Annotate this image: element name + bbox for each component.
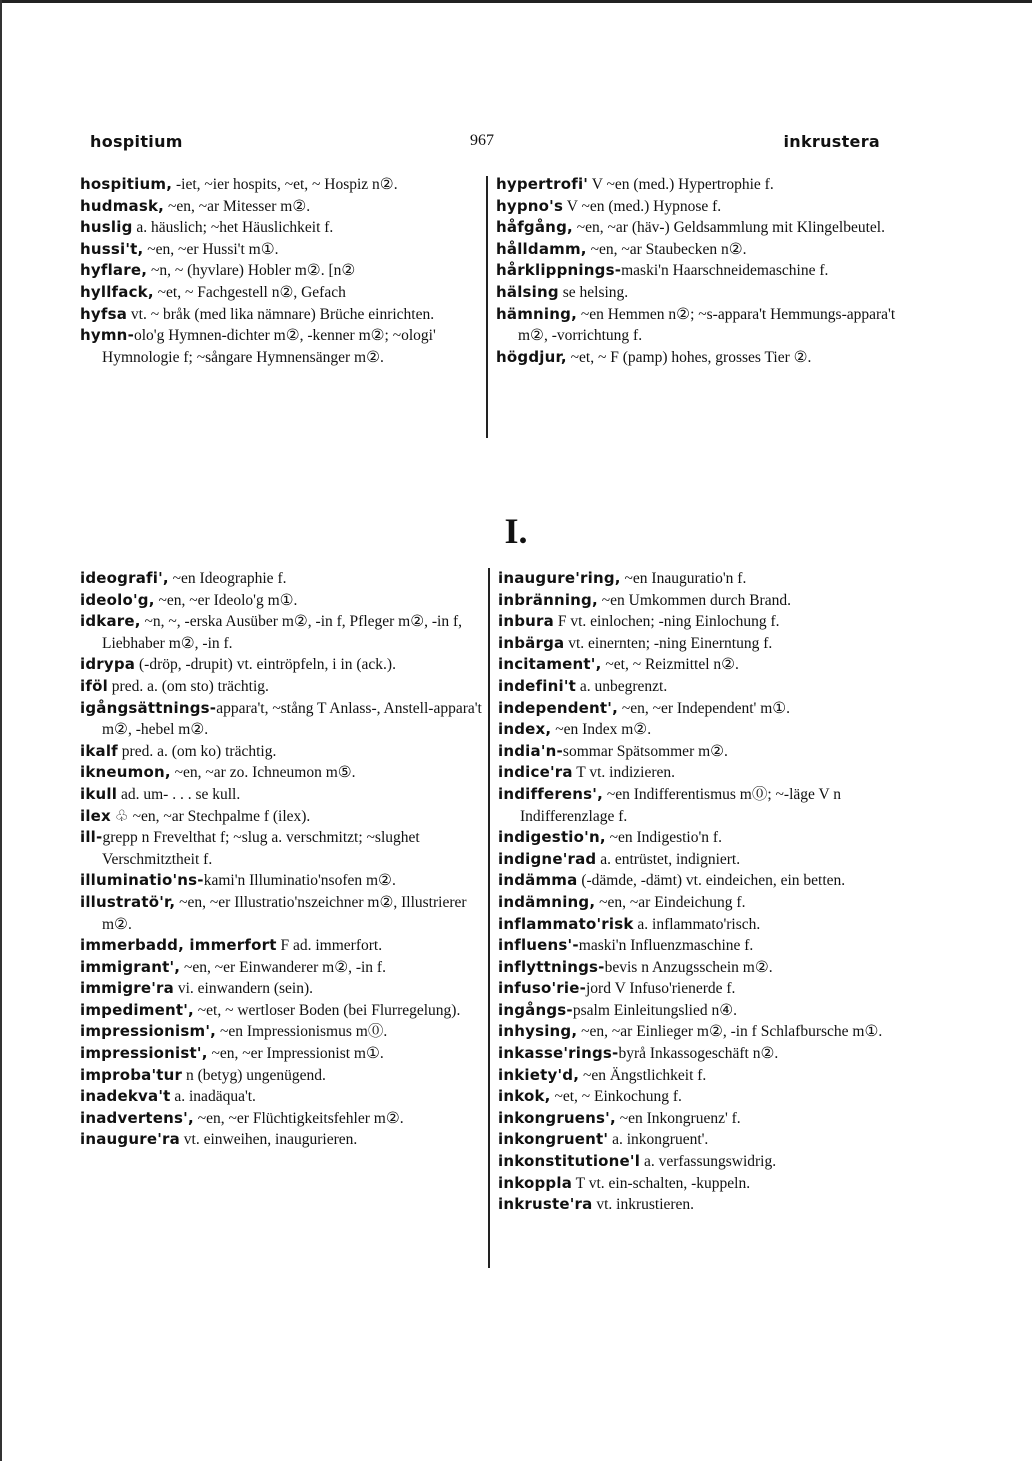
dictionary-entry [498, 870, 904, 892]
entry-headword: inflammato'risk [498, 914, 634, 933]
entry-headword: impressionist', [80, 1044, 208, 1063]
entry-headword: ideolo'g, [80, 590, 155, 609]
entry-definition: ~en Umkommen durch Brand. [597, 591, 791, 609]
page-edge-top [0, 0, 1032, 3]
entry-headword: india'n- [498, 741, 563, 760]
entry-definition: a. inkongruent'. [608, 1131, 709, 1149]
entry-definition: F vt. einlochen; -ning Einlochung f. [553, 613, 780, 631]
entry-definition: ~et, ~ Einkochung f. [550, 1088, 682, 1106]
entry-definition: jord V Infuso'rienerde f. [586, 980, 736, 998]
entry-headword: håfgång, [496, 218, 573, 237]
dictionary-entry [498, 978, 904, 1000]
entry-headword: incitament', [498, 655, 602, 674]
dictionary-entry [498, 1043, 904, 1065]
column-top-left [80, 174, 480, 368]
dictionary-entry [80, 762, 490, 784]
dictionary-entry [498, 611, 904, 633]
entry-definition: appara't, ~stång T Anlass-, Anstell-appara't m②, -hebel m②. [102, 699, 482, 739]
dictionary-entry [80, 1086, 490, 1108]
dictionary-entry [80, 978, 490, 1000]
entry-headword: infuso'rie- [498, 979, 586, 998]
dictionary-entry [80, 1043, 490, 1065]
dictionary-entry [498, 1000, 904, 1022]
entry-headword: inadvertens', [80, 1108, 194, 1127]
dictionary-entry [80, 1129, 490, 1151]
entry-headword: ikneumon, [80, 763, 171, 782]
entry-headword: inbura [498, 612, 554, 631]
dictionary-entry [80, 935, 490, 957]
entry-headword: ingångs- [498, 1000, 573, 1019]
entry-definition: bevis n Anzugsschein m②. [604, 958, 773, 976]
entry-headword: inkongruent' [498, 1130, 609, 1149]
entry-definition: a. entrüstet, indigniert. [596, 850, 741, 868]
dictionary-entry [498, 590, 904, 612]
entry-definition: ~n, ~ (hyvlare) Hobler m②. [n② [147, 262, 356, 280]
dictionary-entry [496, 347, 900, 369]
dictionary-entry [498, 719, 904, 741]
dictionary-entry [498, 654, 904, 676]
entry-headword: inbärga [498, 633, 565, 652]
entry-headword: hudmask, [80, 196, 165, 215]
entry-headword: impediment', [80, 1000, 194, 1019]
entry-definition: ~en, ~ar Eindeichung f. [595, 893, 746, 911]
entry-definition: ~en, ~er Flüchtigkeitsfehler m②. [193, 1109, 404, 1127]
entry-headword: hälsing [496, 282, 559, 301]
entry-definition: vt. einweihen, inaugurieren. [179, 1131, 358, 1149]
dictionary-entry [498, 914, 904, 936]
entry-headword: hospitium, [80, 175, 173, 193]
entry-definition: olo'g Hymnen-dichter m②, -kenner m②; ~ologi' Hymnologie f; ~sångare Hymnensänger m②. [102, 327, 436, 366]
entry-headword: indigne'rad [498, 849, 597, 868]
entry-definition: a. häuslich; ~het Häuslichkeit f. [132, 219, 334, 237]
dictionary-entry [498, 676, 904, 698]
running-head [90, 132, 880, 158]
entry-definition: ~en, ~er Independent' m①. [617, 699, 791, 717]
entry-definition: ~en Indigestio'n f. [605, 829, 722, 847]
entry-definition: psalm Einleitungslied n④. [572, 1001, 738, 1019]
dictionary-entry [80, 239, 480, 261]
entry-definition: ~en Impressionismus m⓪. [216, 1023, 388, 1041]
column-top-right [496, 174, 900, 368]
entry-definition: F ad. immerfort. [276, 937, 383, 955]
entry-definition: a. unbegrenzt. [575, 677, 668, 695]
entry-headword: independent', [498, 698, 618, 717]
dictionary-entry [498, 741, 904, 763]
entry-headword: indifferens', [498, 784, 603, 803]
entry-headword: index, [498, 720, 552, 739]
dictionary-entry [498, 633, 904, 655]
entry-definition: ♧ ~en, ~ar Stechpalme f (ilex). [110, 807, 311, 825]
dictionary-entry [496, 196, 900, 218]
entry-headword: indice'ra [498, 763, 573, 782]
entry-headword: hypno's [496, 196, 564, 215]
dictionary-entry [496, 239, 900, 261]
entry-headword: immigrant', [80, 957, 181, 976]
dictionary-entry [496, 304, 900, 347]
dictionary-entry [80, 590, 490, 612]
entry-definition: a. inflammato'risch. [633, 915, 761, 933]
dictionary-entry [498, 1151, 904, 1173]
entry-definition: ~en Inauguratio'n f. [620, 570, 747, 587]
entry-definition: ~en, ~er Impressionist m①. [207, 1045, 384, 1063]
column-bottom-right [498, 568, 904, 1216]
entry-definition: grepp n Frevelthat f; ~slug a. verschmitzt; ~slughet Verschmitztheit f. [102, 829, 420, 868]
dictionary-entry [498, 1065, 904, 1087]
dictionary-entry [498, 568, 904, 590]
entry-definition: ~en, ~ar (häv-) Geldsammlung mit Klingelbeutel. [572, 219, 885, 237]
entry-headword: inhysing, [498, 1022, 578, 1041]
entry-definition: T vt. indizieren. [572, 764, 675, 782]
entry-headword: indigestio'n, [498, 828, 606, 847]
dictionary-entry [498, 1173, 904, 1195]
entry-definition: ~n, ~, -erska Ausüber m②, -in f, Pfleger m②, -in f, Liebhaber m②, -in f. [102, 613, 463, 652]
entry-definition: a. verfassungswidrig. [640, 1153, 777, 1171]
entry-headword: hyllfack, [80, 282, 154, 301]
entry-definition: sommar Spätsommer m②. [562, 742, 728, 760]
dictionary-entry [498, 892, 904, 914]
entry-headword: ill- [80, 828, 103, 847]
entry-headword: immigre'ra [80, 979, 174, 998]
entry-definition: ~en Inkongruenz' f. [615, 1109, 741, 1127]
entry-headword: immerbadd, immerfort [80, 936, 277, 955]
dictionary-entry [80, 698, 490, 741]
page-number: 967 [470, 132, 494, 149]
entry-headword: ikull [80, 784, 118, 803]
dictionary-entry [80, 676, 490, 698]
dictionary-entry [80, 325, 480, 368]
entry-headword: influens'- [498, 936, 579, 955]
dictionary-entry [498, 1108, 904, 1130]
entry-headword: inflyttnings- [498, 957, 605, 976]
dictionary-entry [498, 784, 904, 827]
entry-headword: impressionism', [80, 1022, 217, 1041]
entry-headword: inaugure'ring, [498, 569, 621, 587]
entry-headword: inkasse'rings- [498, 1044, 619, 1063]
column-bottom-left [80, 568, 490, 1151]
dictionary-entry [496, 217, 900, 239]
entry-definition: ~en, ~ar Mitesser m②. [164, 197, 311, 215]
dictionary-entry [80, 611, 490, 654]
dictionary-entry [80, 217, 480, 239]
dictionary-entry [498, 827, 904, 849]
entry-headword: indämma [498, 871, 578, 890]
entry-headword: inkruste'ra [498, 1195, 593, 1214]
entry-headword: hyfsa [80, 304, 128, 323]
entry-headword: iföl [80, 676, 108, 695]
entry-headword: illustratö'r, [80, 892, 176, 911]
section-letter: I. [504, 511, 528, 551]
entry-headword: hämning, [496, 304, 577, 323]
entry-headword: inaugure'ra [80, 1130, 180, 1149]
dictionary-entry [80, 957, 490, 979]
entry-definition: ~en Hemmen n②; ~s-appara't Hemmungs-appara't m②, -vorrichtung f. [518, 305, 896, 345]
dictionary-entry [80, 1000, 490, 1022]
dictionary-entry [80, 784, 490, 806]
column-rule-bottom [488, 568, 490, 1268]
entry-definition: ~et, ~ F (pamp) hohes, grosses Tier ②. [566, 348, 812, 366]
entry-definition: ~en Indifferentismus m⓪; ~-läge V n Indifferenzlage f. [520, 785, 842, 825]
dictionary-entry [498, 1194, 904, 1216]
dictionary-entry [498, 1086, 904, 1108]
entry-headword: ideografi', [80, 569, 169, 587]
dictionary-entry [80, 304, 480, 326]
entry-definition: ~en Ängstlichkeit f. [579, 1066, 707, 1084]
entry-headword: hyflare, [80, 261, 148, 280]
dictionary-entry [498, 1021, 904, 1043]
dictionary-entry [498, 698, 904, 720]
dictionary-entry [80, 806, 490, 828]
dictionary-entry [80, 892, 490, 935]
entry-headword: indefini't [498, 676, 576, 695]
dictionary-entry [80, 568, 490, 590]
entry-headword: hymn- [80, 326, 134, 345]
entry-definition: pred. a. (om sto) trächtig. [107, 677, 269, 695]
entry-definition: -iet, ~ier hospits, ~et, ~ Hospiz n②. [172, 176, 398, 193]
entry-definition: vt. ~ bråk (med lika nämnare) Brüche einrichten. [127, 305, 435, 323]
entry-headword: idkare, [80, 612, 141, 631]
running-head-right: inkrustera [783, 132, 880, 151]
entry-headword: huslig [80, 218, 133, 237]
dictionary-entry [80, 870, 490, 892]
entry-definition: byrå Inkassogeschäft n②. [618, 1045, 779, 1063]
entry-definition: ~et, ~ Fachgestell n②, Gefach [153, 283, 346, 301]
entry-headword: inkonstitutione'l [498, 1152, 641, 1171]
dictionary-entry [80, 196, 480, 218]
dictionary-entry [80, 1021, 490, 1043]
dictionary-entry [80, 1108, 490, 1130]
entry-definition: vt. inkrustieren. [592, 1196, 695, 1214]
entry-definition: maski'n Haarschneidemaschine f. [621, 262, 829, 280]
dictionary-entry [80, 174, 480, 196]
entry-definition: ~en, ~er Illustratio'nszeichner m②, Illustrierer m②. [102, 893, 467, 933]
entry-headword: högdjur, [496, 347, 567, 366]
dictionary-entry [80, 827, 490, 870]
entry-definition: V ~en (med.) Hypertrophie f. [588, 176, 774, 193]
entry-definition: ~en Index m②. [551, 721, 652, 739]
entry-definition: ~en, ~ar Staubecken n②. [586, 240, 747, 258]
entry-headword: inbränning, [498, 590, 598, 609]
entry-headword: ikalf [80, 741, 118, 760]
entry-headword: idrypa [80, 655, 136, 674]
dictionary-entry [80, 654, 490, 676]
entry-definition: pred. a. (om ko) trächtig. [117, 742, 277, 760]
dictionary-entry [498, 957, 904, 979]
dictionary-entry [498, 849, 904, 871]
entry-definition: ~et, ~ Reizmittel n②. [601, 656, 739, 674]
dictionary-entry [498, 935, 904, 957]
entry-headword: hypertrofi' [496, 175, 589, 193]
dictionary-entry [496, 282, 900, 304]
entry-definition: V ~en (med.) Hypnose f. [563, 197, 722, 215]
dictionary-entry [496, 174, 900, 196]
dictionary-entry [80, 1065, 490, 1087]
entry-definition: ~en, ~er Hussi't m①. [143, 240, 279, 258]
entry-definition: ~en, ~ar Einlieger m②, -in f Schlafbursche m①. [577, 1023, 883, 1041]
entry-definition: vi. einwandern (sein). [173, 980, 313, 998]
entry-definition: n (betyg) ungenügend. [182, 1066, 326, 1084]
entry-definition: vt. einernten; -ning Einerntung f. [564, 634, 773, 652]
entry-headword: igångsättnings- [80, 698, 217, 717]
entry-headword: hussi't, [80, 239, 144, 258]
entry-definition: maski'n Influenzmaschine f. [578, 937, 754, 955]
entry-definition: ad. um- . . . se kull. [117, 785, 241, 803]
page-edge-left [0, 0, 2, 1461]
entry-definition: (-dröp, -drupit) vt. eintröpfeln, i in (ack.). [135, 656, 396, 674]
entry-definition: (-dämde, -dämt) vt. eindeichen, ein betten. [577, 872, 846, 890]
entry-definition: ~en Ideographie f. [168, 570, 287, 587]
dictionary-entry [498, 762, 904, 784]
entry-definition: se helsing. [558, 283, 629, 301]
entry-headword: inkiety'd, [498, 1065, 580, 1084]
entry-headword: inadekva't [80, 1087, 171, 1106]
dictionary-entry [80, 741, 490, 763]
entry-headword: inkoppla [498, 1173, 573, 1192]
dictionary-entry [496, 260, 900, 282]
entry-definition: ~en, ~ar zo. Ichneumon m⑤. [170, 764, 356, 782]
dictionary-entry [80, 282, 480, 304]
entry-definition: ~et, ~ wertloser Boden (bei Flurregelung). [193, 1001, 461, 1019]
column-rule-top [486, 176, 488, 438]
entry-headword: inkok, [498, 1087, 551, 1106]
entry-headword: illuminatio'ns- [80, 871, 204, 890]
entry-definition: ~en, ~er Einwanderer m②, -in f. [180, 958, 386, 976]
running-head-left: hospitium [90, 132, 183, 151]
dictionary-entry [498, 1129, 904, 1151]
entry-headword: improba'tur [80, 1065, 183, 1084]
entry-definition: a. inadäqua't. [170, 1088, 256, 1106]
entry-definition: T vt. ein-schalten, -kuppeln. [572, 1174, 751, 1192]
dictionary-entry [80, 260, 480, 282]
entry-headword: indämning, [498, 892, 596, 911]
entry-definition: kami'n Illuminatio'nsofen m②. [203, 872, 396, 890]
entry-headword: inkongruens', [498, 1108, 616, 1127]
entry-definition: ~en, ~er Ideolo'g m①. [154, 591, 298, 609]
entry-headword: hålldamm, [496, 239, 587, 258]
entry-headword: hårklippnings- [496, 261, 622, 280]
entry-headword: ilex [80, 806, 111, 825]
